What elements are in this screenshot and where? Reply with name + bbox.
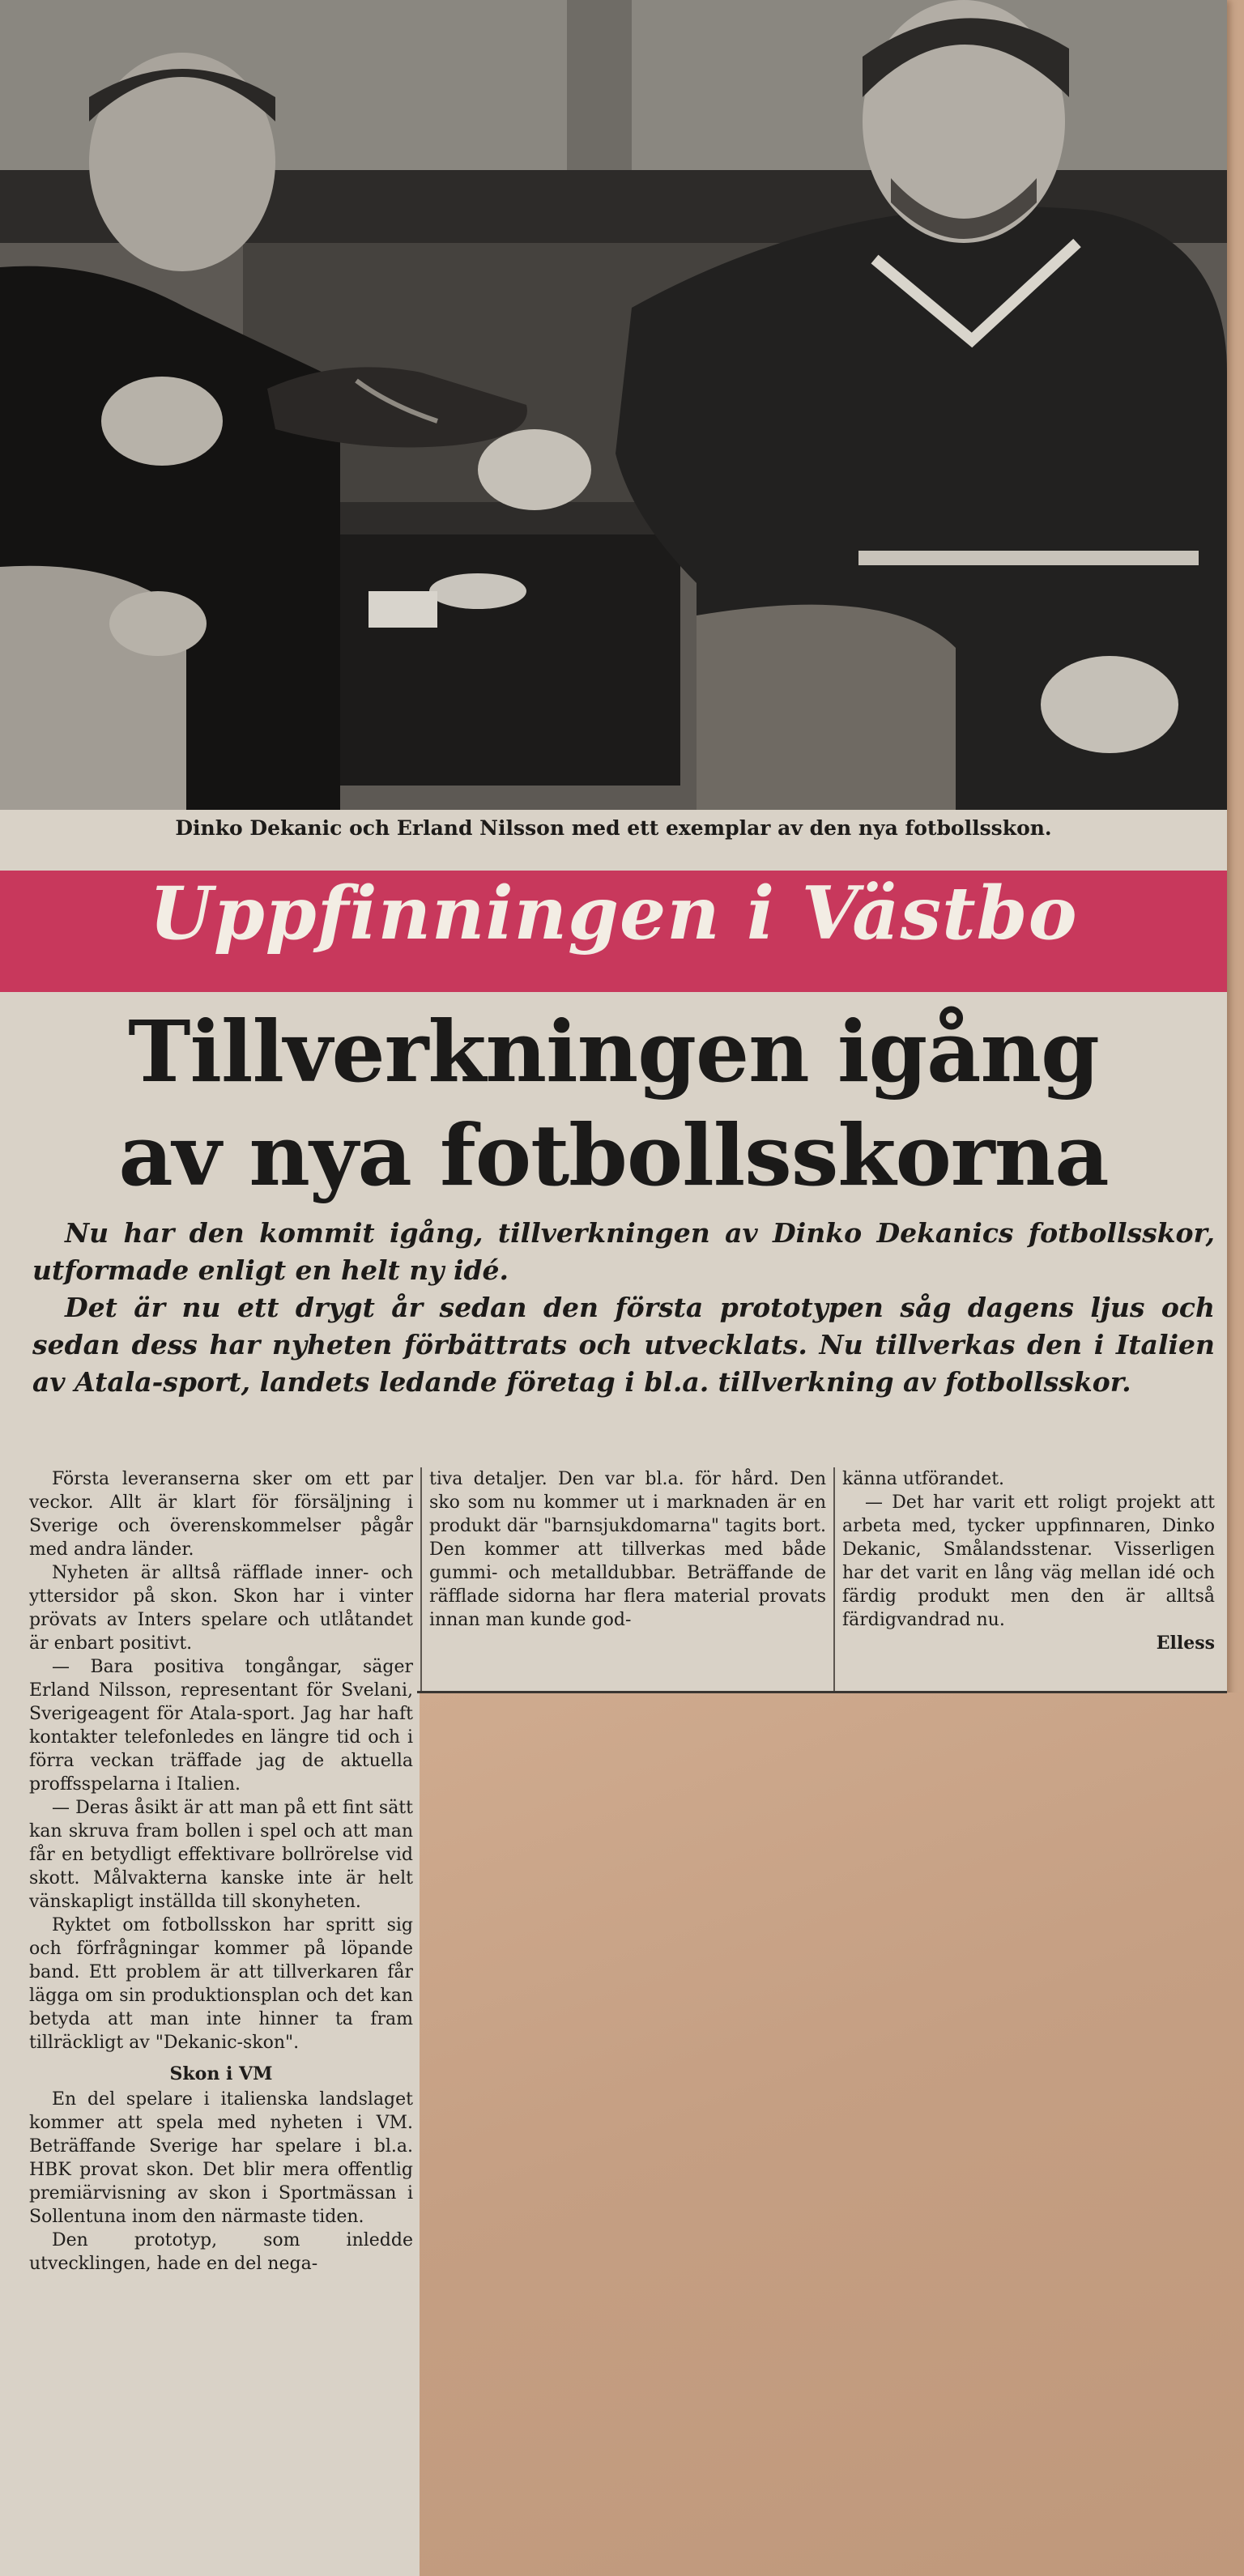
photo-caption: Dinko Dekanic och Erland Nilsson med ett exemplar av den nya fotbollsskon. <box>175 816 1052 840</box>
body-paragraph: Första leveranserna sker om ett par veckor. Allt är klart för försäljning i Sverige och överenskommelser pågår med andra länder. <box>29 1469 413 1560</box>
body-paragraph: Ryktet om fotbollsskon har spritt sig och förfrågningar kommer på löpande band. Ett problem är att tillverkaren får lägga om sin produktionsplan och det kan betyda att man inte hinner ta fram tillräckligt av "Dekanic-skon". <box>29 1915 413 2053</box>
kicker-text: Uppfinningen i Västbo <box>149 871 1078 956</box>
column-divider <box>420 1467 422 1691</box>
body-column-1 <box>29 1467 413 2276</box>
subheading: Skon i VM <box>169 2063 273 2084</box>
body-paragraph: Den prototyp, som inledde utvecklingen, hade en del nega- <box>29 2230 413 2274</box>
article-photo <box>0 0 1227 810</box>
body-paragraph: känna utförandet. <box>842 1469 1005 1489</box>
body-column-3 <box>842 1467 1215 1655</box>
body-paragraph: tiva detaljer. Den var bl.a. för hård. Den sko som nu kommer ut i marknaden är en produkt där "barnsjukdomarna" tagits bort. Den kommer att tillverkas med både gummi- och metalldubbar. Beträffande de räfflade sidorna har flera material provats innan man kunde god- <box>429 1469 826 1630</box>
column-rule <box>417 1691 1227 1693</box>
lead-paragraphs <box>32 1215 1215 1401</box>
headline <box>0 1000 1227 1207</box>
body-paragraph: — Det har varit ett roligt projekt att arbeta med, tycker uppfinnaren, Dinko Dekanic, Smålandsstenar. Visserligen har det varit en lång väg mellan idé och färdig produkt men den är alltså färdigvandrad nu. <box>842 1492 1215 1630</box>
byline: Elless <box>1156 1633 1215 1654</box>
body-paragraph: — Bara positiva tongångar, säger Erland Nilsson, representant för Svelani, Sverigeagent för Atala-sport. Jag har haft kontakter telefonledes en längre tid och i förra veckan träffade jag de aktuella proffsspelarna i Italien. <box>29 1657 413 1795</box>
lead-paragraph: Det är nu ett drygt år sedan den första prototypen såg dagens ljus och sedan dess har nyheten förbättrats och utvecklats. Nu tillverkas den i Italien av Atala-sport, landets ledande företag i bl.a. tillverkning av fotbollsskor. <box>32 1292 1215 1398</box>
headline-line-2: av nya fotbollsskorna <box>118 1105 1109 1205</box>
body-column-2 <box>429 1467 826 1632</box>
headline-line-1: Tillverkningen igång <box>128 1002 1099 1101</box>
body-paragraph: En del spelare i italienska landslaget kommer att spela med nyheten i VM. Beträffande Sverige har spelare i bl.a. HBK provat skon. Det blir mera offentlig premiärvisning av skon i Sportmässan i Sollentuna inom den närmaste tiden. <box>29 2089 413 2227</box>
body-paragraph: — Deras åsikt är att man på ett fint sätt kan skruva fram bollen i spel och att man får en betydligt effektivare bollrörelse vid skott. Målvakterna kanske inte är helt vänskapligt inställda till skonyheten. <box>29 1798 413 1912</box>
body-paragraph: Nyheten är alltså räfflade inner- och yttersidor på skon. Skon har i vinter prövats av Inters spelare och utlåtandet är enbart positivt. <box>29 1563 413 1654</box>
column-divider <box>833 1467 835 1691</box>
lead-paragraph: Nu har den kommit igång, tillverkningen av Dinko Dekanics fotbollsskor, utformade enligt en helt ny idé. <box>32 1217 1215 1286</box>
backing-paper <box>420 1692 1244 2576</box>
kicker-banner <box>0 871 1227 992</box>
